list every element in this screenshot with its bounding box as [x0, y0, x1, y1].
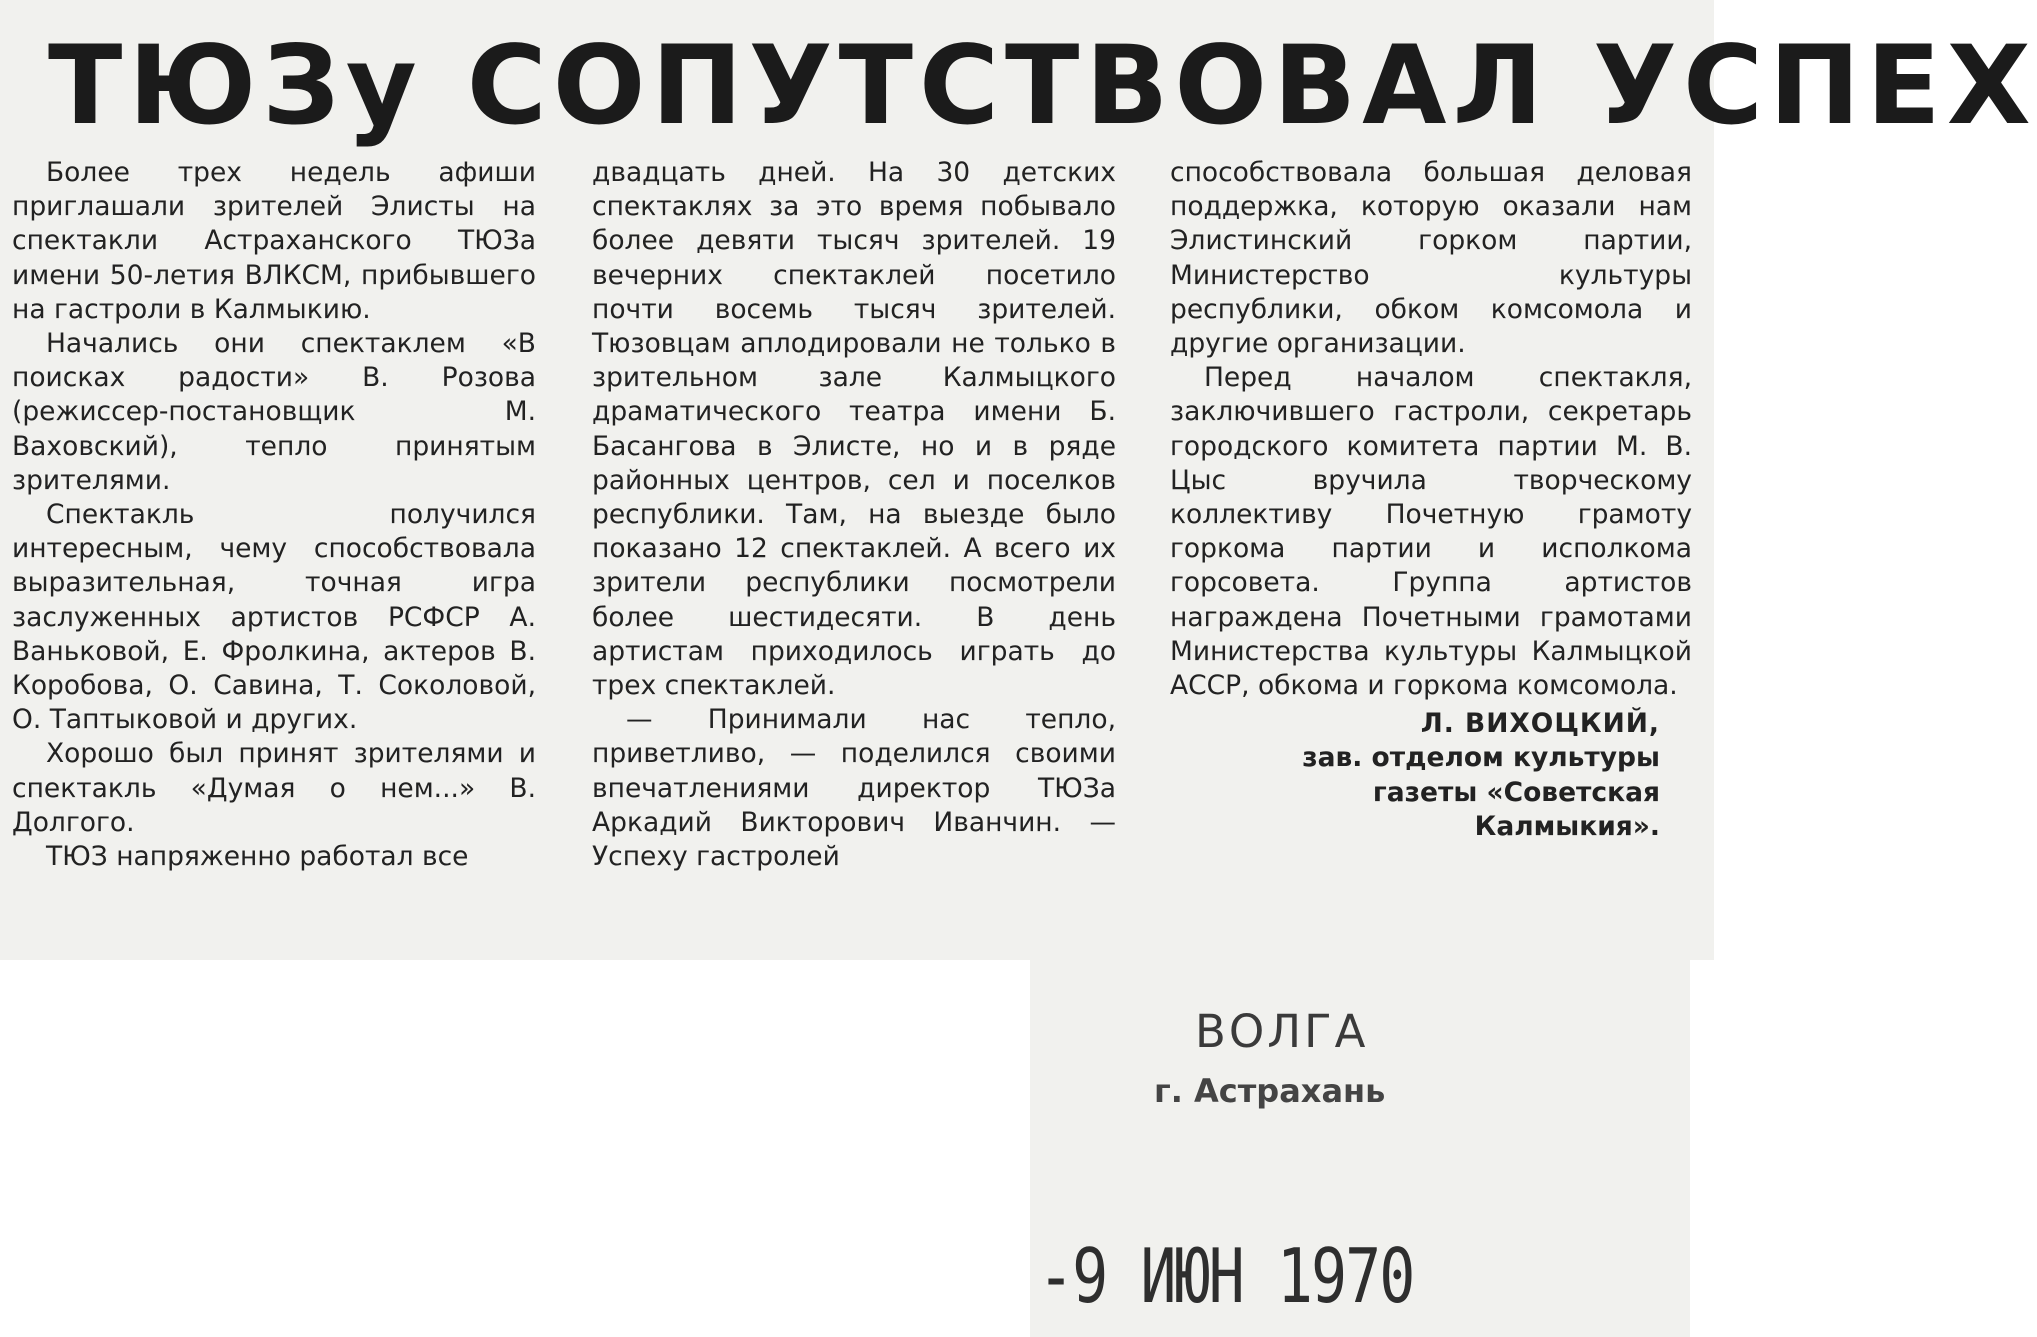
newspaper-name-stamp: ВОЛГА [1195, 1005, 1369, 1058]
paragraph: — Принимали нас тепло, приветливо, — поделился своими впечатлениями директор ТЮЗа Аркадий Викторович Иванчин. — Успеху гастролей [592, 704, 1116, 873]
paragraph: Начались они спектаклем «В поисках радости» В. Розова (режиссер-постановщик М. Ваховский), тепло принятым зрителями. [12, 328, 536, 496]
paragraph: Хорошо был принят зрителями и спектакль «Думая о нем...» В. Долгого. [12, 738, 536, 838]
paragraph: ТЮЗ напряженно работал все [46, 841, 469, 873]
author-signature [1170, 707, 1692, 844]
paragraph: двадцать дней. На 30 детских спектаклях за это время побывало более девяти тысяч зрителей. 19 вечерних спектаклей посетило почти восемь тысяч зрителей. Тюзовцам аплодировали не только в зрительном зале Калмыцкого драматического театра имени Б. Басангова в Элисте, но и в ряде районных центров, сел и поселков республики. Там, на выезде было показано 12 спектаклей. А всего их зрители республики посмотрели более шестидесяти. В день артистам приходилось играть до трех спектаклей. [592, 157, 1116, 702]
paragraph: Более трех недель афиши приглашали зрителей Элисты на спектакли Астраханского ТЮЗа имени 50-летия ВЛКСМ, прибывшего на гастроли в Калмыкию. [12, 157, 536, 325]
article-column-3 [1170, 156, 1692, 844]
paragraph: Спектакль получился интересным, чему способствовала выразительная, точная игра заслуженных артистов РСФСР А. Ваньковой, Е. Фролкина, актеров В. Коробова, О. Савина, Т. Соколовой, О. Таптыковой и других. [12, 499, 536, 736]
article-headline: ТЮЗу СОПУТСТВОВАЛ УСПЕХ [48, 22, 2037, 149]
date-stamp: -9 ИЮН 1970 [1038, 1233, 1414, 1321]
author-title-line: газеты «Советская [1372, 776, 1660, 808]
article-column-1 [12, 156, 536, 874]
newspaper-city-stamp: г. Астрахань [1154, 1072, 1386, 1110]
author-title-line: Калмыкия». [1474, 810, 1660, 842]
author-name: Л. ВИХОЦКИЙ, [1420, 708, 1660, 740]
paragraph: Перед началом спектакля, заключившего гастроли, секретарь городского комитета партии М. В. Цыс вручила творческому коллективу Почетную грамоту горкома партии и исполкома горсовета. Группа артистов награждена Почетными грамотами Министерства культуры Калмыцкой АССР, обкома и горкома комсомола. [1170, 362, 1692, 702]
author-title-line: зав. отделом культуры [1302, 742, 1660, 774]
paragraph: способствовала большая деловая поддержка, которую оказали нам Элистинский горком партии, Министерство культуры республики, обком комсомола и другие организации. [1170, 157, 1692, 360]
article-column-2 [592, 156, 1116, 874]
